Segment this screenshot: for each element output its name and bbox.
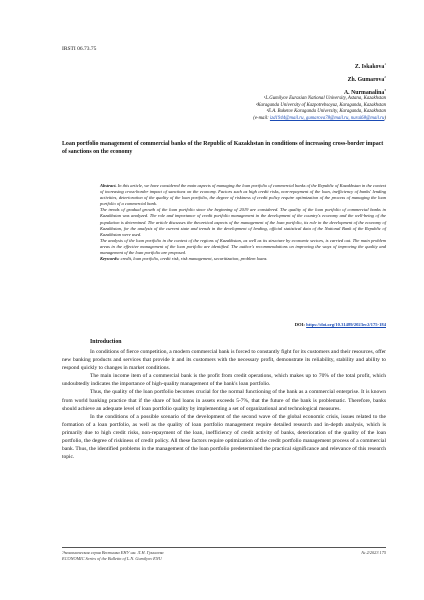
author-name: A. Nurmanalina	[343, 89, 385, 96]
author-affil-mark: 1	[384, 62, 386, 66]
email-links[interactable]: izd1944@mail.ru, gumarova78@mail.ru, nurai68@mail.ru	[269, 115, 385, 121]
irsti-code: IRSTI 06.73.75	[62, 46, 97, 52]
author-affil-mark: 2	[384, 74, 386, 79]
affiliations	[156, 96, 386, 122]
doi-line	[295, 322, 386, 327]
keywords-text: credit, loan portfolio, credit risk, risk management, securitization, problem loans.	[120, 256, 268, 262]
abstract-label: Abstract.	[100, 183, 117, 188]
paragraph: In conditions of fierce competition, a modern commercial bank is forced to constantly fight for its customers and their resources, offer new banking products and services that provide it and its customers with the necessary profit, demonstrate its reliability, stability and ability to respond quickly to changes in market conditions.	[62, 349, 386, 372]
author-affil-mark: 3	[384, 87, 386, 92]
email-suffix: )	[384, 115, 386, 121]
paragraph: In the conditions of a possible scenario of the development of the second wave of the global economic crisis, issues related to the formation of a loan portfolio, as well as the quality of loan portfolio management require detailed research and in-depth analysis, which is primarily due to high credit risks, non-repayment of the loan, inefficiency of credit activity of banks, deterioration of the quality of the loan portfolio, the degree of riskiness of credit policy. All these factors require optimization of the credit portfolio management process of a commercial bank. Thus, the identified problems in the management of the loan portfolio predetermined the practical significance and relevance of this research topic.	[62, 413, 386, 461]
article-title: Loan portfolio management of commercial banks of the Republic of Kazakhstan in conditions of increasing cross-border impact of sanctions on the economy	[62, 141, 384, 155]
doi-label: DOI:	[294, 322, 305, 327]
abstract-p3: The analysis of the loan portfolio in the context of the regions of Kazakhstan, as well as its structure by economic sectors, is carried out. The main problem areas in the effective management of the loan portfolio are identified. The author's recommendations on improving the ways of improving the quality and management of the loan portfolio are proposed.	[100, 237, 386, 256]
paragraph: Thus, the quality of the loan portfolio becomes crucial for the normal functioning of the bank as a commercial enterprise. It is known from world banking practice that if the share of bad loans in assets exceeds 5-7%, that the future of the bank is problematic. Therefore, banks should achieve an adequate level of loan portfolio quality by implementing a set of organizational and technological measures.	[62, 389, 386, 412]
affiliation-3: ³E.A. Buketov Karaganda University, Karaganda, Kazakhstan	[266, 109, 386, 115]
affiliation-1: ¹L.Gumilyov Eurasian National University, Astana, Kazakhstan	[263, 96, 386, 101]
abstract-p2: The trends of gradual growth of the loan portfolio since the beginning of 2019 are considered. The quality of the loan portfolio of commercial banks in Kazakhstan was analyzed. The role and importance of credit portfolio management in the development of the country's economy and the well-being of the population is determined. The article discusses the theoretical aspects of the management of the loan portfolio, its role in the development of the economy of Kazakhstan, for the analysis of the current state and trends in the development of lending, official statistical data of the National Bank of the Republic of Kazakhstan were used.	[100, 207, 386, 237]
footer-journal-en: ECONOMIC Series of the Bulletin of L.N. Gumilyov ENU	[62, 556, 162, 561]
doi-link[interactable]: https://doi.org/10.31489/2023ec2/175-184	[306, 322, 386, 327]
body-text	[62, 348, 386, 461]
footer-page-number: № 2/2023 175	[361, 550, 386, 555]
email-prefix: (e-mail:	[253, 115, 270, 121]
author-2	[344, 72, 386, 85]
email-line	[156, 116, 386, 123]
author-name: Z. Iskakova	[354, 63, 385, 70]
paragraph: The main income item of a commercial bank is the profit from credit operations, which makes up to 70% of the total profit, which undoubtedly indicates the importance of high-quality management of the bank's loan portfolio.	[62, 373, 386, 388]
affiliation-2: ²Karaganda University of Kazpotrebsoyuz, Karaganda, Kazakhstan	[255, 102, 386, 108]
author-1	[344, 59, 386, 72]
footer-journal-ru: Экономическая серия Вестника ЕНУ им. Л.Н. Гумилева	[62, 550, 164, 555]
abstract-p1	[100, 183, 386, 207]
abstract-text-1: In this article, we have considered the main aspects of managing the loan portfolio of commercial banks of the Republic of Kazakhstan in the context of increasing cross-border impact of sanctions on the economy. Factors such as high credit risks, non-repayment of the loan, inefficiency of banks' lending activities, deterioration of the quality of the loan portfolio, the degree of riskiness of credit policy require optimization of the process of managing the loan portfolio of a commercial bank.	[100, 183, 387, 207]
footer-journal	[62, 550, 164, 562]
footer-divider	[62, 547, 386, 548]
section-heading-introduction: Introduction	[90, 339, 122, 345]
abstract	[100, 183, 386, 262]
author-list	[344, 59, 386, 98]
author-name: Zh. Gumarova	[347, 76, 385, 83]
keywords	[100, 256, 386, 262]
keywords-label: Keywords:	[100, 256, 120, 262]
